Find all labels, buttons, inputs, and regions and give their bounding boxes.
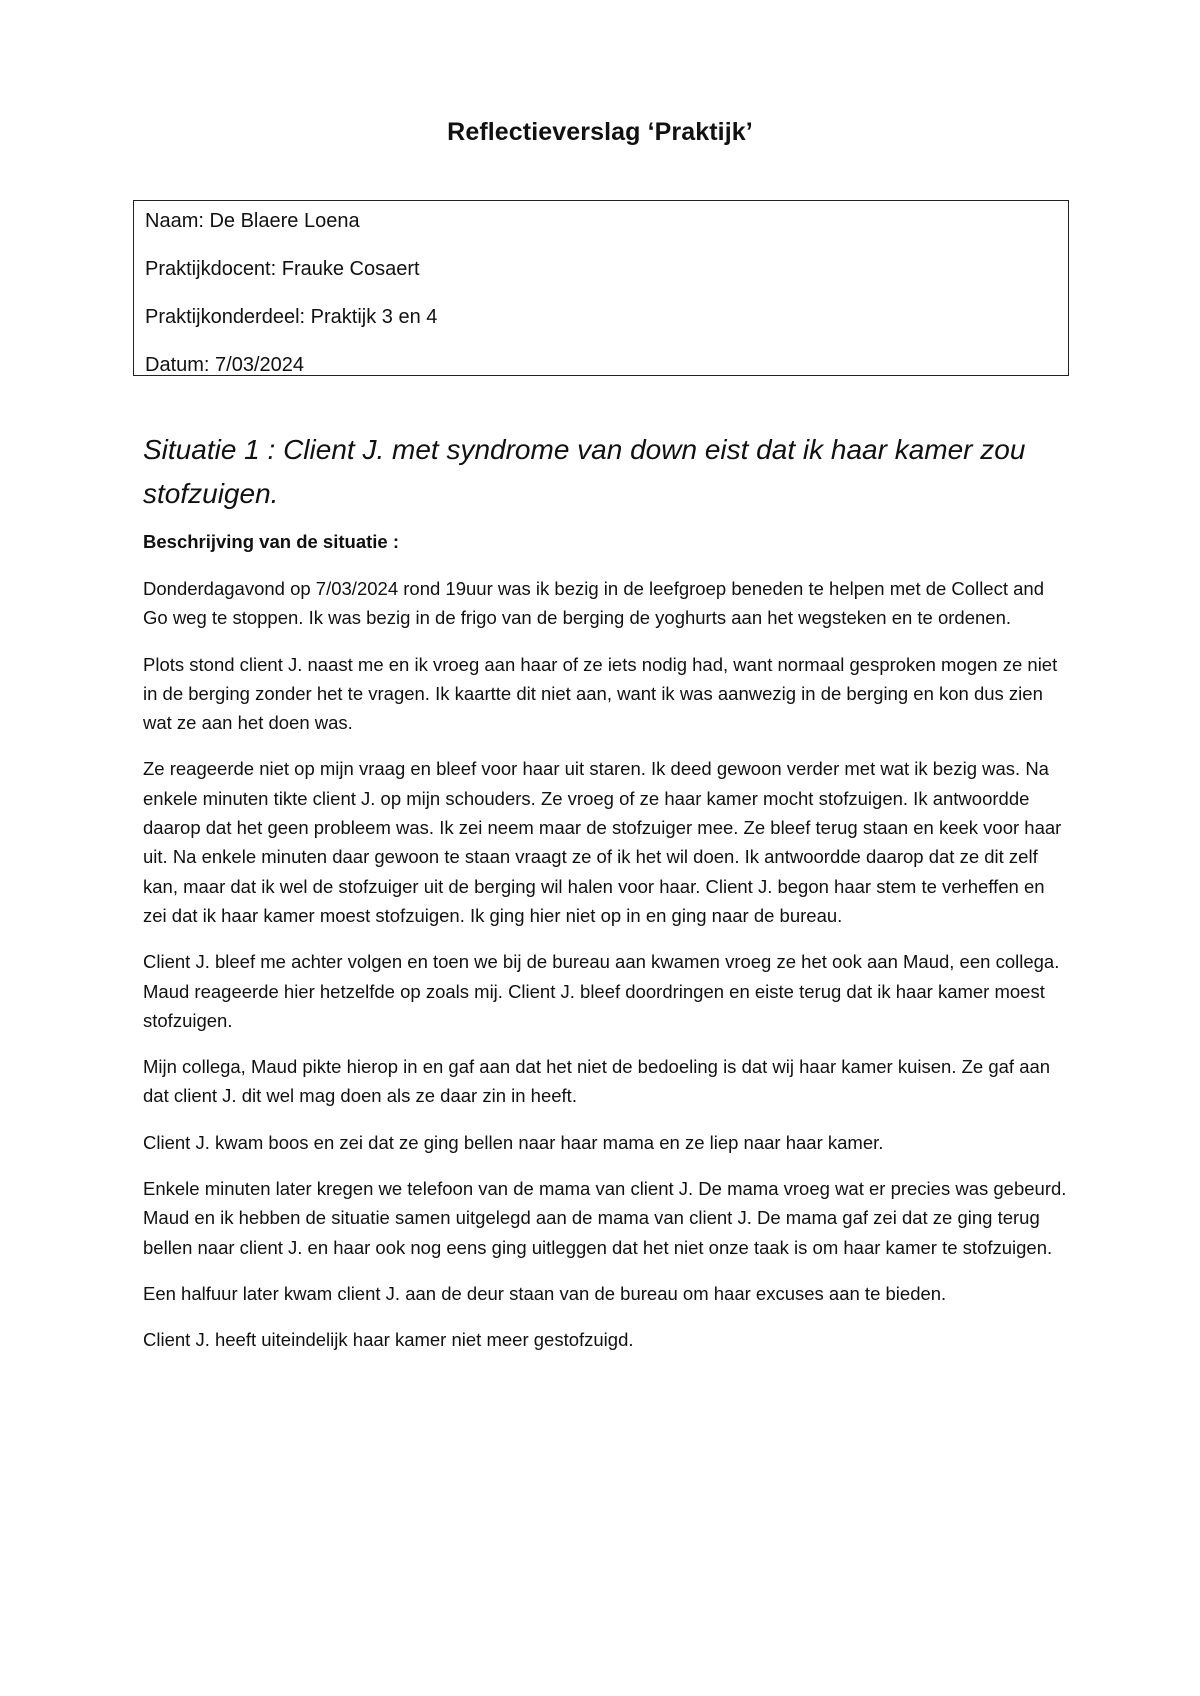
info-praktijkonderdeel: Praktijkonderdeel: Praktijk 3 en 4 <box>145 306 438 328</box>
paragraph: Een halfuur later kwam client J. aan de deur staan van de bureau om haar excuses aan te bieden. <box>143 1282 947 1304</box>
paragraph: Ze reageerde niet op mijn vraag en bleef voor haar uit staren. Ik deed gewoon verder met wat ik bezig was. Na enkele minuten tikte client J. op mijn schouders. Ze vroeg of ze haar kamer mocht stofzuigen. Ik antwoordde daarop dat het geen probleem was. Ik zei neem maar de stofzuiger mee. Ze bleef terug staan en keek voor haar uit. Na enkele minuten daar gewoon te staan vraagt ze of ik het wil doen. Ik antwoordde daarop dat ze dit zelf kan, maar dat ik wel de stofzuiger uit de berging wil halen voor haar. Client J. begon haar stem te verheffen en zei dat ik haar kamer moest stofzuigen. Ik ging hier niet op in en ging naar de bureau. <box>143 758 1062 926</box>
paragraph: Client J. kwam boos en zei dat ze ging bellen naar haar mama en ze liep naar haar kamer. <box>143 1131 884 1153</box>
info-praktijkdocent: Praktijkdocent: Frauke Cosaert <box>145 258 420 280</box>
paragraph: Enkele minuten later kregen we telefoon van de mama van client J. De mama vroeg wat er precies was gebeurd. Maud en ik hebben de situatie samen uitgelegd aan de mama van client J. De mama gaf zei dat ze ging terug bellen naar client J. en haar ook nog eens ging uitleggen dat het niet onze taak is om haar kamer te stofzuigen. <box>143 1178 1067 1258</box>
info-table <box>133 200 1069 376</box>
paragraph: Client J. heeft uiteindelijk haar kamer niet meer gestofzuigd. <box>143 1329 634 1351</box>
subheading: Beschrijving van de situatie : <box>143 531 399 552</box>
info-datum: Datum: 7/03/2024 <box>145 354 304 376</box>
section-heading: Situatie 1 : Client J. met syndrome van down eist dat ik haar kamer zou stofzuigen. <box>143 434 1026 509</box>
body-text <box>143 574 1073 1372</box>
paragraph: Donderdagavond op 7/03/2024 rond 19uur was ik bezig in de leefgroep beneden te helpen met de Collect and Go weg te stoppen. Ik was bezig in de frigo van de berging de yoghurts aan het wegsteken en te ordenen. <box>143 578 1044 629</box>
info-naam: Naam: De Blaere Loena <box>145 210 360 232</box>
document-title: Reflectieverslag ‘Praktijk’ <box>447 118 753 146</box>
paragraph: Mijn collega, Maud pikte hierop in en gaf aan dat het niet de bedoeling is dat wij haar kamer kuisen. Ze gaf aan dat client J. dit wel mag doen als ze daar zin in heeft. <box>143 1056 1051 1107</box>
paragraph: Plots stond client J. naast me en ik vroeg aan haar of ze iets nodig had, want normaal gesproken mogen ze niet in de berging zonder het te vragen. Ik kaartte dit niet aan, want ik was aanwezig in de berging en kon dus zien wat ze aan het doen was. <box>143 653 1058 734</box>
paragraph: Client J. bleef me achter volgen en toen we bij de bureau aan kwamen vroeg ze het ook aan Maud, een collega. Maud reageerde hier hetzelfde op zoals mij. Client J. bleef doordringen en eiste terug dat ik haar kamer moest stofzuigen. <box>143 951 1060 1031</box>
